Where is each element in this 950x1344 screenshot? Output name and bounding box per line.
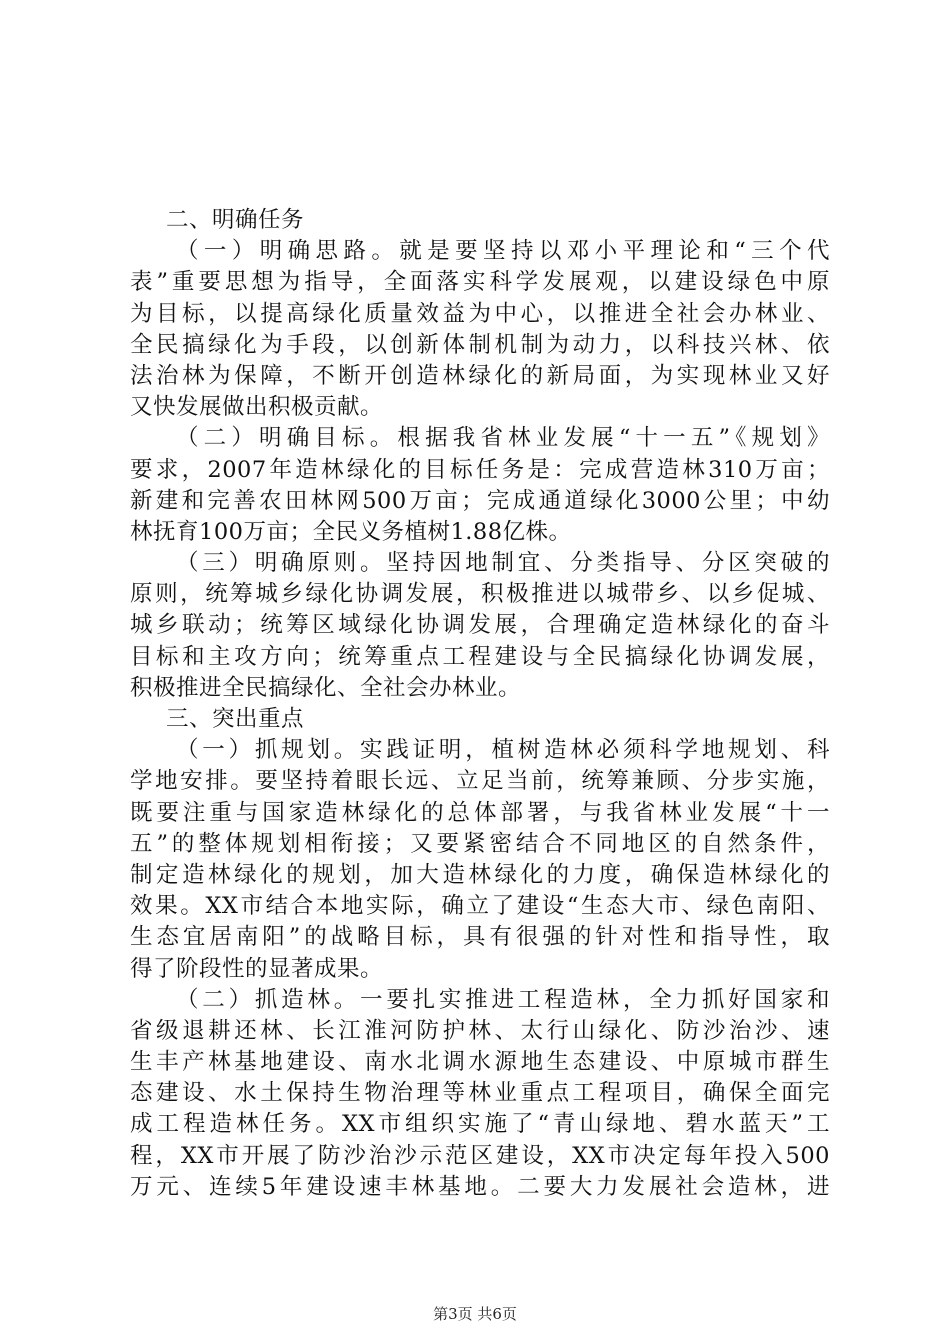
paragraph-line: 省级退耕还林、长江淮河防护林、太行山绿化、防沙治沙、速 [130,1017,830,1044]
paragraph-line: 又快发展做出积极贡献。 [130,394,384,421]
paragraph-line: 既要注重与国家造林绿化的总体部署，与我省林业发展“十一 [130,799,830,826]
paragraph-line: 要求，2007年造林绿化的目标任务是：完成营造林310万亩； [130,456,830,483]
paragraph-line: 五”的整体规划相衔接；又要紧密结合不同地区的自然条件， [130,830,830,857]
section-heading: 三、突出重点 [166,706,305,732]
paragraph-line: 法治林为保障，不断开创造林绿化的新局面，为实现林业又好 [130,362,830,389]
paragraph-line: 生态宜居南阳”的战略目标，具有很强的针对性和指导性，取 [130,924,830,951]
paragraph-line: 成工程造林任务。XX市组织实施了“青山绿地、碧水蓝天”工 [130,1111,830,1138]
paragraph-line: （一）明确思路。就是要坚持以邓小平理论和“三个代 [176,238,830,265]
paragraph-line: （二）明确目标。根据我省林业发展“十一五”《规划》 [176,425,830,452]
paragraph-line: 态建设、水土保持生物治理等林业重点工程项目，确保全面完 [130,1080,830,1107]
paragraph-line: （三）明确原则。坚持因地制宜、分类指导、分区突破的 [176,550,830,577]
paragraph-line: 全民搞绿化为手段，以创新体制机制为动力，以科技兴林、依 [130,331,830,358]
paragraph-line: 得了阶段性的显著成果。 [130,955,384,982]
paragraph-line: 学地安排。要坚持着眼长远、立足当前，统筹兼顾、分步实施， [130,768,830,795]
paragraph-line: 积极推进全民搞绿化、全社会办林业。 [130,674,522,701]
document-body [130,205,830,1203]
paragraph-line: 制定造林绿化的规划，加大造林绿化的力度，确保造林绿化的 [130,861,830,888]
paragraph-line: 城乡联动；统筹区域绿化协调发展，合理确定造林绿化的奋斗 [130,612,830,639]
paragraph-line: 效果。XX市结合本地实际，确立了建设“生态大市、绿色南阳、 [130,893,830,920]
paragraph-line: 林抚育100万亩；全民义务植树1.88亿株。 [130,518,572,545]
page-number-footer: 第3页 共6页 [433,1305,517,1323]
paragraph-line: 原则，统筹城乡绿化协调发展，积极推进以城带乡、以乡促城、 [130,581,830,608]
paragraph-line: （二）抓造林。一要扎实推进工程造林，全力抓好国家和 [176,986,830,1013]
paragraph-line: 生丰产林基地建设、南水北调水源地生态建设、中原城市群生 [130,1049,830,1076]
paragraph-line: 目标和主攻方向；统筹重点工程建设与全民搞绿化协调发展， [130,643,830,670]
paragraph-line: 万元、连续5年建设速丰林基地。二要大力发展社会造林，进 [130,1173,830,1200]
section-heading: 二、明确任务 [166,207,305,233]
paragraph-line: 为目标，以提高绿化质量效益为中心，以推进全社会办林业、 [130,300,830,327]
paragraph-line: 新建和完善农田林网500万亩；完成通道绿化3000公里；中幼 [130,487,830,514]
paragraph-line: （一）抓规划。实践证明，植树造林必须科学地规划、科 [176,737,830,764]
paragraph-line: 表”重要思想为指导，全面落实科学发展观，以建设绿色中原 [130,269,830,296]
paragraph-line: 程，XX市开展了防沙治沙示范区建设，XX市决定每年投入500 [130,1142,830,1169]
